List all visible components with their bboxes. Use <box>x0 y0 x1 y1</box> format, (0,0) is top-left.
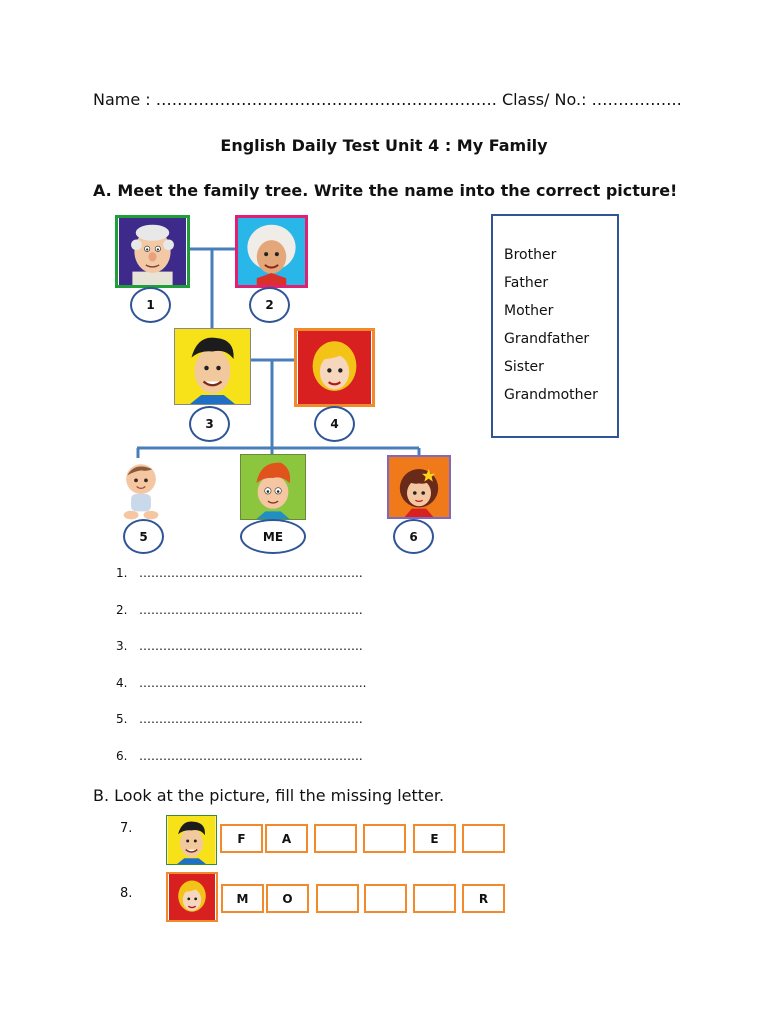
answer-number: 4. <box>116 676 128 690</box>
answer-line-5[interactable] <box>116 712 363 726</box>
answer-line-1[interactable] <box>116 566 363 580</box>
answer-line-3[interactable] <box>116 639 363 653</box>
answer-dots: ………………………………………………... <box>139 676 367 690</box>
answer-number: 6. <box>116 749 128 763</box>
letter-box-q8-3[interactable] <box>316 884 359 913</box>
name-class-line[interactable]: Name : ………………………………………………………. Class/ No.: …………….. <box>93 90 682 109</box>
letter-box-q7-3[interactable] <box>314 824 357 853</box>
word-mother: Mother <box>504 303 554 319</box>
letter-box-q7-6[interactable] <box>462 824 505 853</box>
label-4: 4 <box>314 406 355 442</box>
mother-portrait <box>294 328 375 407</box>
answer-dots: ……………………………………………….. <box>139 603 363 617</box>
word-grandfather: Grandfather <box>504 331 590 347</box>
letter-box-q7-4[interactable] <box>363 824 406 853</box>
letter-box-q8-1[interactable]: M <box>221 884 264 913</box>
answer-line-4[interactable] <box>116 676 366 690</box>
word-brother: Brother <box>504 247 557 263</box>
letter-box-q7-2[interactable]: A <box>265 824 308 853</box>
letter-box-q8-2[interactable]: O <box>266 884 309 913</box>
answer-number: 1. <box>116 566 128 580</box>
label-1: 1 <box>130 287 171 323</box>
section-b-heading: B. Look at the picture, fill the missing letter. <box>93 786 445 805</box>
word-bank <box>491 214 619 438</box>
label-2: 2 <box>249 287 290 323</box>
sister-portrait <box>387 455 451 519</box>
word-grandmother: Grandmother <box>504 387 598 403</box>
father-portrait <box>174 328 251 405</box>
answer-dots: ……………………………………………….. <box>139 712 363 726</box>
letter-box-q8-5[interactable] <box>413 884 456 913</box>
letter-box-q8-4[interactable] <box>364 884 407 913</box>
page-title: English Daily Test Unit 4 : My Family <box>220 136 548 155</box>
question-7-number: 7. <box>120 821 133 836</box>
father-thumbnail <box>166 815 217 865</box>
question-8-number: 8. <box>120 886 133 901</box>
answer-dots: ……………………………………………….. <box>139 749 363 763</box>
grandmother-portrait <box>235 215 308 288</box>
answer-dots: ……………………………………………….. <box>139 566 363 580</box>
answer-number: 2. <box>116 603 128 617</box>
label-me: ME <box>240 519 306 554</box>
letter-box-q7-1[interactable]: F <box>220 824 263 853</box>
answer-number: 3. <box>116 639 128 653</box>
letter-box-q8-6[interactable]: R <box>462 884 505 913</box>
label-3: 3 <box>189 406 230 442</box>
word-sister: Sister <box>504 359 544 375</box>
me-portrait <box>240 454 306 520</box>
mother-thumbnail <box>166 872 218 922</box>
answer-dots: ……………………………………………….. <box>139 639 363 653</box>
label-6: 6 <box>393 519 434 554</box>
answer-number: 5. <box>116 712 128 726</box>
letter-box-q7-5[interactable]: E <box>413 824 456 853</box>
answer-line-2[interactable] <box>116 603 363 617</box>
brother-portrait <box>116 458 166 520</box>
word-father: Father <box>504 275 549 291</box>
label-5: 5 <box>123 519 164 554</box>
section-a-heading: A. Meet the family tree. Write the name into the correct picture! <box>93 181 678 200</box>
answer-line-6[interactable] <box>116 749 363 763</box>
grandfather-portrait <box>115 215 190 288</box>
